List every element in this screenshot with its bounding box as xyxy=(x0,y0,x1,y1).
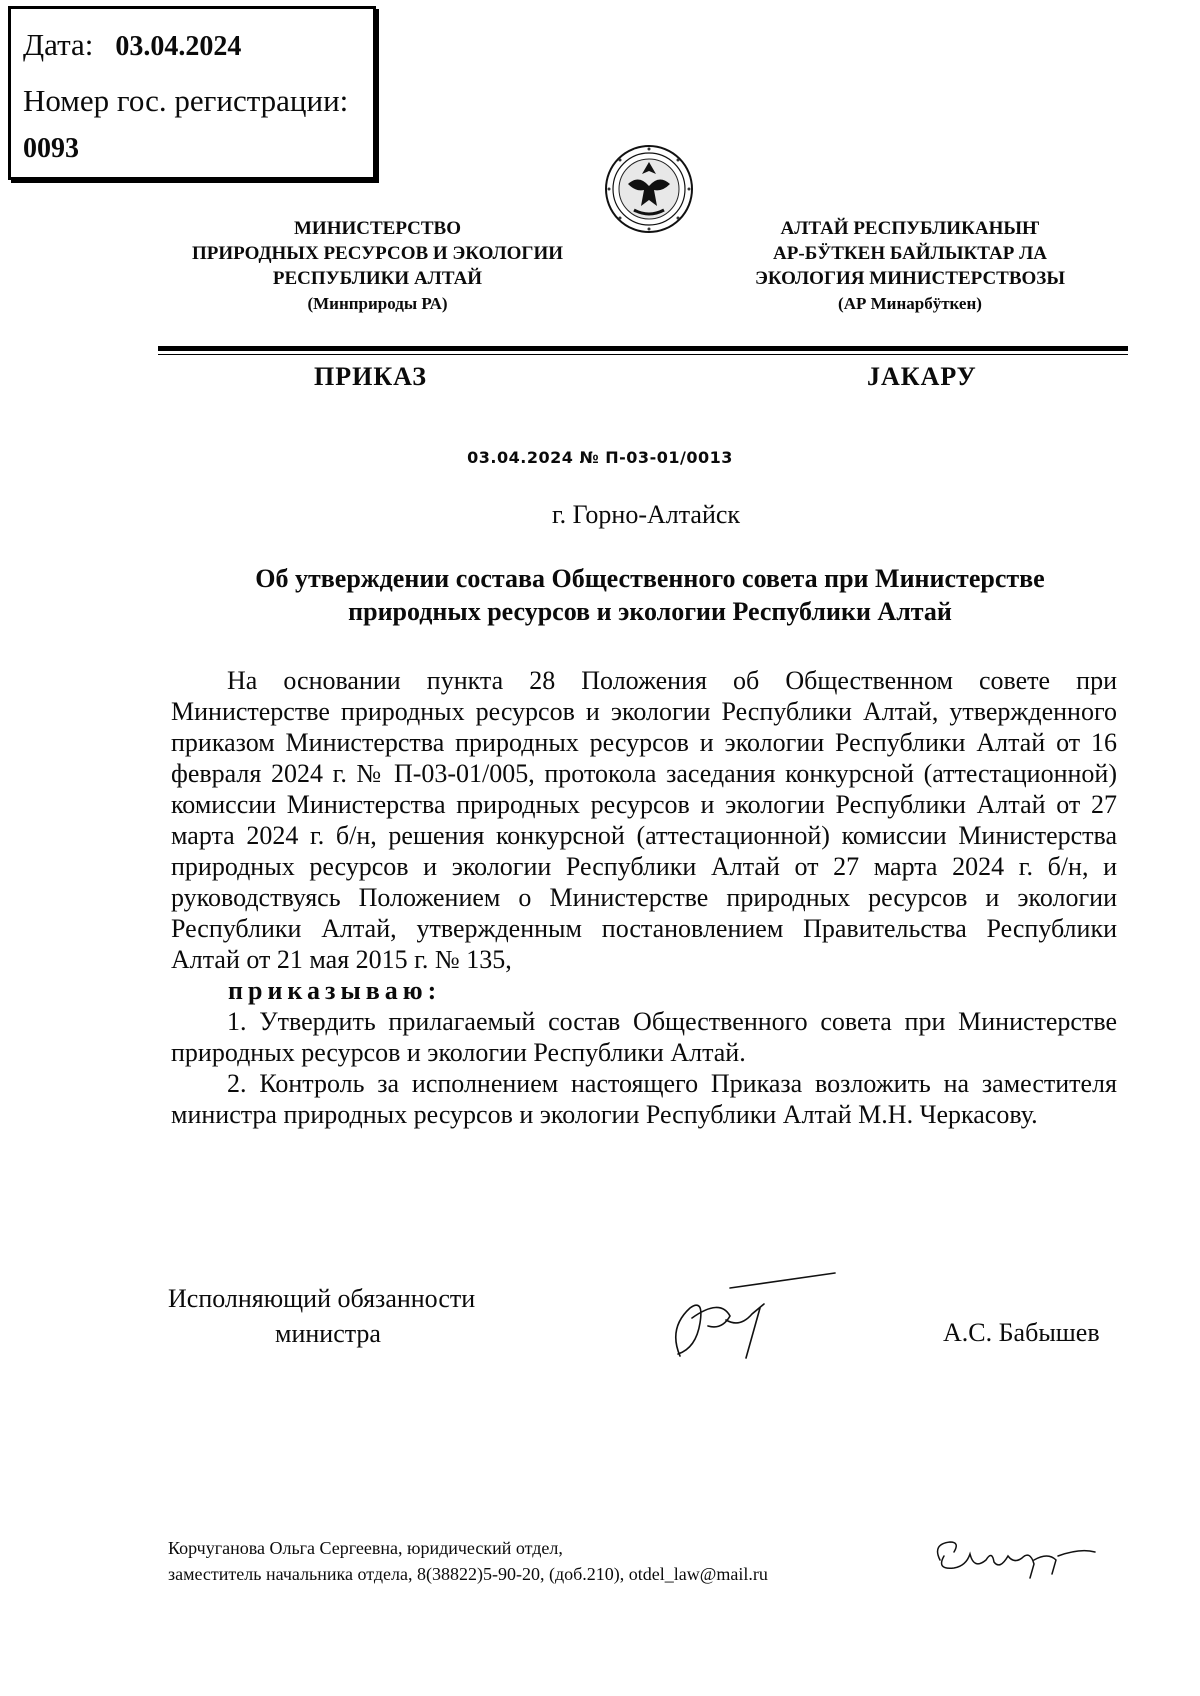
registration-date-value: 03.04.2024 xyxy=(115,31,242,62)
registration-number-value: 0093 xyxy=(23,133,79,164)
signatory-name: А.С. Бабышев xyxy=(943,1318,1100,1347)
registration-stamp xyxy=(8,6,376,180)
document-title: Об утверждении состава Общественного совета при Министерстве природных ресурсов и экологии Республики Алтай xyxy=(255,564,1045,626)
header-divider xyxy=(158,346,1128,351)
coat-of-arms-emblem-icon xyxy=(604,144,694,234)
preamble-paragraph: На основании пункта 28 Положения об Общественном совете при Министерстве природных ресурсов и экологии Республики Алтай, утвержденного приказом Министерства природных ресурсов и экологии Республики Алтай от 16 февраля 2024 г. № П-03-01/005, протокола заседания конкурсной (аттестационной) комиссии Министерства природных ресурсов и экологии Республики Алтай от 27 марта 2024 г. б/н, решения конкурсной (аттестационной) комиссии Министерства природных ресурсов и экологии Республики Алтай от 27 марта 2024 г. б/н, и руководствуясь Положением о Министерстве природных ресурсов и экологии Республики Алтай, утвержденным постановлением Правительства Республики Алтай от 21 мая 2015 г. № 135, xyxy=(171,666,1117,974)
doc-type-russian: ПРИКАЗ xyxy=(314,362,428,391)
executor-info: Корчуганова Ольга Сергеевна, юридический отдел, заместитель начальника отдела, 8(38822)5-90-20, (доб.210), otdel_law@mail.ru xyxy=(168,1538,768,1584)
order-item-1: 1. Утвердить прилагаемый состав Общественного совета при Министерстве природных ресурсов и экологии Республики Алтай. xyxy=(171,1007,1117,1067)
document-body xyxy=(171,665,1117,1130)
order-word: приказываю: xyxy=(228,976,442,1005)
document-city: г. Горно-Алтайск xyxy=(551,500,741,529)
header-divider-thin xyxy=(158,354,1128,355)
ministry-name-altai: АЛТАЙ РЕСПУБЛИКАНЫҤ АР-БӰТКЕН БАЙЛЫКТАР ЛА ЭКОЛОГИЯ МИНИСТЕРСТВОЗЫ (АР Минарбӱткен) xyxy=(754,218,1065,313)
document-number: 03.04.2024 № П-03-01/0013 xyxy=(467,448,733,467)
order-item-2: 2. Контроль за исполнением настоящего Приказа возложить на заместителя министра природных ресурсов и экологии Республики Алтай М.Н. Черкасову. xyxy=(171,1069,1117,1129)
doc-type-altai: JАКАРУ xyxy=(867,362,977,391)
registration-date: Дата: 03.04.2024 xyxy=(23,27,242,62)
handwritten-signature xyxy=(660,1268,850,1368)
registration-number-label: Номер гос. регистрации: xyxy=(23,83,349,118)
ministry-name-russian: МИНИСТЕРСТВО ПРИРОДНЫХ РЕСУРСОВ И ЭКОЛОГИИ РЕСПУБЛИКИ АЛТАЙ (Минприроды РА) xyxy=(191,218,564,313)
executor-signature xyxy=(930,1530,1100,1585)
signatory-position: Исполняющий обязанности министра xyxy=(168,1284,476,1348)
